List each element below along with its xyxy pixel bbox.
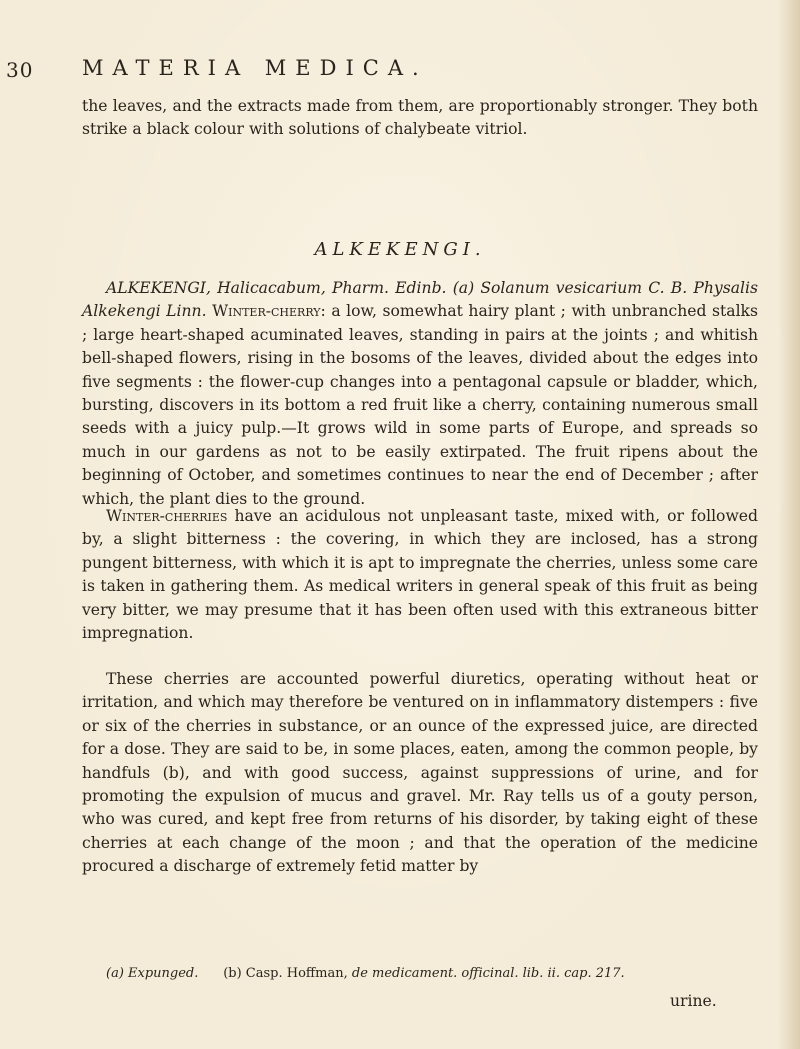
entry-paragraph — [82, 277, 758, 511]
diuretics-paragraph — [82, 668, 758, 879]
footnote-a: (a) Expunged. — [106, 966, 199, 981]
diuretics-text: These cherries are accounted powerful diuretics, operating without heat or irritation, and which may therefore be ventured on in inflammatory distempers : five or six of the cherries in substance, or an ounce of the expressed juice, are directed for a dose. They are said to be, in some places, eaten, among the common people, by handfuls (b), and with good success, against suppressions of urine, and for promoting the expulsion of mucus and gravel. Mr. Ray tells us of a gouty person, who was cured, and kept free from returns of his disorder, by taking eight of these cherries at each change of the moon ; and that the operation of the medicine procured a discharge of extremely fetid matter by — [82, 670, 758, 876]
footnotes — [106, 966, 625, 981]
intro-text: the leaves, and the extracts made from them, are proportionably stronger. They both strike a black colour with solutions of chalybeate vitriol. — [82, 97, 758, 139]
page-number: 30 — [6, 58, 34, 82]
catchword: urine. — [670, 992, 717, 1010]
common-name: Winter-cherry: — [212, 302, 326, 321]
footnote-b-lead: (b) Casp. Hoffman, — [223, 966, 348, 981]
entry-lead: ALKEKENGI, Halicacabum, Pharm. Edinb. (a) Solanum vesicarium C. B. Physalis Alkekengi Linn. — [82, 279, 758, 321]
winter-cherries-text: have an acidulous not unpleasant taste, mixed with, or followed by, a slight bitterness : the covering, in which they are inclosed, has a strong pungent bitterness, with which it is apt to impregnate the cherries, unless some care is taken in gathering them. As medical writers in general speak of this fruit as being very bitter, we may presume that it has been often used with this extraneous bitter impregnation. — [82, 507, 759, 643]
winter-cherries-lead: Winter-cherries — [106, 507, 228, 525]
intro-paragraph — [82, 95, 758, 142]
section-heading: ALKEKENGI. — [314, 239, 486, 260]
page-edge-shadow — [778, 0, 800, 1049]
footnote-b-source: de medicament. officinal. lib. ii. cap. 217. — [351, 966, 625, 981]
winter-cherries-paragraph — [82, 505, 758, 645]
running-head: MATERIA MEDICA. — [82, 56, 428, 80]
entry-text: a low, somewhat hairy plant ; with unbranched stalks ; large heart-shaped acuminated leaves, standing in pairs at the joints ; and whitish bell-shaped flowers, rising in the bosoms of the leaves, divided about the edges into five segments : the flower-cup changes into a pentagonal capsule or bladder, which, bursting, discovers in its bottom a red fruit like a cherry, containing numerous small seeds with a juicy pulp.—It grows wild in some parts of Europe, and spreads so much in our gardens as not to be easily extirpated. The fruit ripens about the beginning of October, and sometimes continues to near the end of December ; after which, the plant dies to the ground. — [82, 302, 759, 508]
